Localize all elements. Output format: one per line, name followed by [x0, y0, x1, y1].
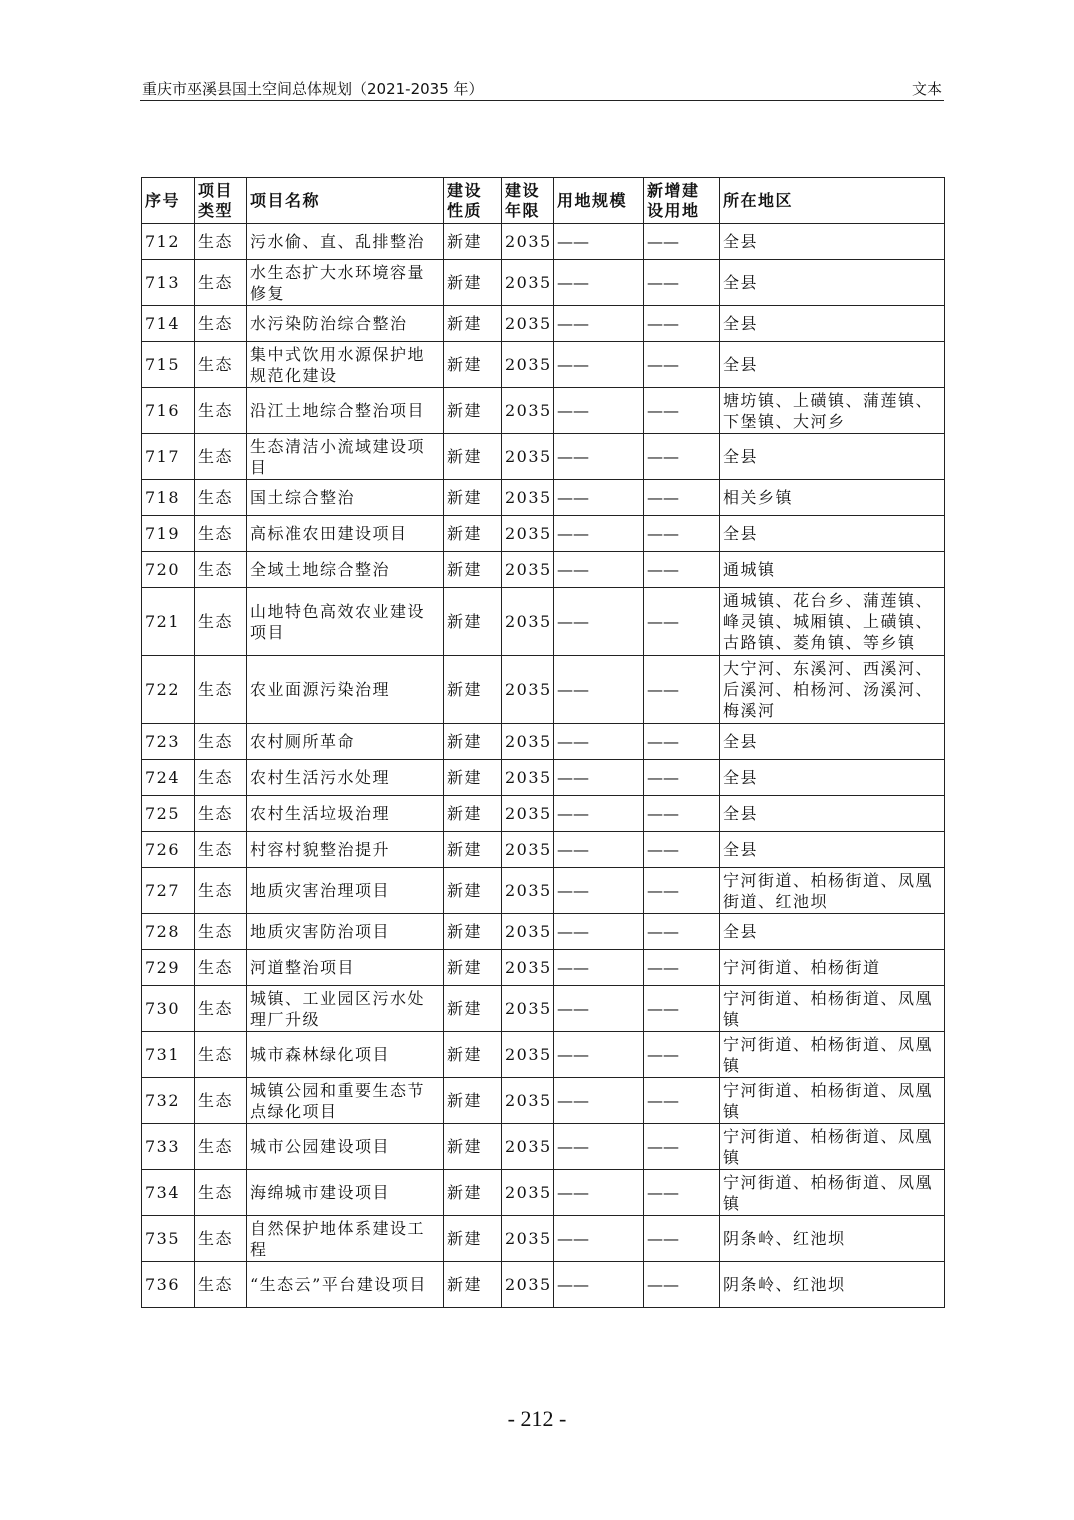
construction-nature-cell: 新建	[444, 760, 502, 796]
project-name-cell: 全域土地综合整治	[247, 552, 444, 588]
construction-nature-cell: 新建	[444, 914, 502, 950]
table-row	[142, 306, 945, 342]
project-name-cell: 农村生活污水处理	[247, 760, 444, 796]
new-construction-land-cell: ——	[644, 656, 720, 724]
table-row	[142, 552, 945, 588]
row-number-cell: 715	[142, 342, 195, 388]
new-construction-land-cell: ——	[644, 260, 720, 306]
new-construction-land-cell: ——	[644, 480, 720, 516]
construction-year-cell: 2035	[502, 914, 554, 950]
project-type-cell: 生态	[195, 950, 247, 986]
construction-year-cell: 2035	[502, 342, 554, 388]
construction-nature-cell: 新建	[444, 388, 502, 434]
construction-year-cell: 2035	[502, 1124, 554, 1170]
construction-nature-cell: 新建	[444, 1032, 502, 1078]
new-construction-land-cell: ——	[644, 1032, 720, 1078]
row-number-cell: 730	[142, 986, 195, 1032]
land-scale-cell: ——	[554, 588, 644, 656]
land-scale-cell: ——	[554, 224, 644, 260]
region-cell: 全县	[720, 914, 945, 950]
construction-year-cell: 2035	[502, 868, 554, 914]
project-name-cell: “生态云”平台建设项目	[247, 1262, 444, 1308]
row-number-cell: 721	[142, 588, 195, 656]
construction-year-cell: 2035	[502, 480, 554, 516]
project-type-cell: 生态	[195, 1216, 247, 1262]
table-row	[142, 1216, 945, 1262]
construction-nature-cell: 新建	[444, 434, 502, 480]
project-type-cell: 生态	[195, 868, 247, 914]
project-name-cell: 城市公园建设项目	[247, 1124, 444, 1170]
project-type-cell: 生态	[195, 760, 247, 796]
construction-year-cell: 2035	[502, 552, 554, 588]
region-cell: 相关乡镇	[720, 480, 945, 516]
region-cell: 全县	[720, 760, 945, 796]
land-scale-cell: ——	[554, 914, 644, 950]
construction-nature-cell: 新建	[444, 306, 502, 342]
region-cell: 全县	[720, 832, 945, 868]
column-header-year: 建设 年限	[502, 178, 554, 224]
new-construction-land-cell: ——	[644, 760, 720, 796]
project-type-cell: 生态	[195, 434, 247, 480]
construction-year-cell: 2035	[502, 1262, 554, 1308]
table-row	[142, 1078, 945, 1124]
table-header-row	[142, 178, 945, 224]
region-cell: 阴条岭、红池坝	[720, 1216, 945, 1262]
project-name-cell: 城镇公园和重要生态节点绿化项目	[247, 1078, 444, 1124]
new-construction-land-cell: ——	[644, 1170, 720, 1216]
project-type-cell: 生态	[195, 1262, 247, 1308]
project-name-cell: 集中式饮用水源保护地规范化建设	[247, 342, 444, 388]
project-type-cell: 生态	[195, 480, 247, 516]
region-cell: 全县	[720, 796, 945, 832]
row-number-cell: 725	[142, 796, 195, 832]
region-cell: 宁河街道、柏杨街道、凤凰镇	[720, 1170, 945, 1216]
table-row	[142, 342, 945, 388]
region-cell: 宁河街道、柏杨街道、凤凰街道、红池坝	[720, 868, 945, 914]
new-construction-land-cell: ——	[644, 434, 720, 480]
new-construction-land-cell: ——	[644, 950, 720, 986]
construction-year-cell: 2035	[502, 434, 554, 480]
column-header-name: 项目名称	[247, 178, 444, 224]
construction-nature-cell: 新建	[444, 986, 502, 1032]
land-scale-cell: ——	[554, 760, 644, 796]
region-cell: 大宁河、东溪河、西溪河、后溪河、柏杨河、汤溪河、梅溪河	[720, 656, 945, 724]
project-name-cell: 高标准农田建设项目	[247, 516, 444, 552]
region-cell: 全县	[720, 434, 945, 480]
land-scale-cell: ——	[554, 480, 644, 516]
region-cell: 全县	[720, 342, 945, 388]
project-name-cell: 地质灾害防治项目	[247, 914, 444, 950]
row-number-cell: 712	[142, 224, 195, 260]
new-construction-land-cell: ——	[644, 306, 720, 342]
construction-nature-cell: 新建	[444, 1078, 502, 1124]
project-type-cell: 生态	[195, 796, 247, 832]
land-scale-cell: ——	[554, 832, 644, 868]
project-type-cell: 生态	[195, 552, 247, 588]
project-type-cell: 生态	[195, 832, 247, 868]
region-cell: 通城镇、花台乡、蒲莲镇、峰灵镇、城厢镇、上磺镇、古路镇、菱角镇、等乡镇	[720, 588, 945, 656]
construction-year-cell: 2035	[502, 986, 554, 1032]
land-scale-cell: ——	[554, 260, 644, 306]
project-table	[141, 177, 945, 1308]
region-cell: 通城镇	[720, 552, 945, 588]
land-scale-cell: ——	[554, 796, 644, 832]
construction-nature-cell: 新建	[444, 656, 502, 724]
project-name-cell: 山地特色高效农业建设项目	[247, 588, 444, 656]
document-type: 文本	[911, 80, 942, 98]
region-cell: 宁河街道、柏杨街道、凤凰镇	[720, 1124, 945, 1170]
project-type-cell: 生态	[195, 1124, 247, 1170]
project-name-cell: 村容村貌整治提升	[247, 832, 444, 868]
row-number-cell: 720	[142, 552, 195, 588]
construction-year-cell: 2035	[502, 224, 554, 260]
project-type-cell: 生态	[195, 588, 247, 656]
project-name-cell: 生态清洁小流域建设项目	[247, 434, 444, 480]
new-construction-land-cell: ——	[644, 832, 720, 868]
table-row	[142, 1262, 945, 1308]
construction-year-cell: 2035	[502, 832, 554, 868]
project-name-cell: 地质灾害治理项目	[247, 868, 444, 914]
construction-year-cell: 2035	[502, 950, 554, 986]
table-row	[142, 950, 945, 986]
new-construction-land-cell: ——	[644, 1124, 720, 1170]
land-scale-cell: ——	[554, 950, 644, 986]
land-scale-cell: ——	[554, 1170, 644, 1216]
construction-nature-cell: 新建	[444, 796, 502, 832]
row-number-cell: 716	[142, 388, 195, 434]
construction-nature-cell: 新建	[444, 1262, 502, 1308]
row-number-cell: 728	[142, 914, 195, 950]
new-construction-land-cell: ——	[644, 914, 720, 950]
land-scale-cell: ——	[554, 388, 644, 434]
column-header-no: 序号	[142, 178, 195, 224]
row-number-cell: 729	[142, 950, 195, 986]
land-scale-cell: ——	[554, 1124, 644, 1170]
row-number-cell: 732	[142, 1078, 195, 1124]
land-scale-cell: ——	[554, 306, 644, 342]
land-scale-cell: ——	[554, 1078, 644, 1124]
construction-nature-cell: 新建	[444, 1216, 502, 1262]
project-name-cell: 城镇、工业园区污水处理厂升级	[247, 986, 444, 1032]
project-name-cell: 污水偷、直、乱排整治	[247, 224, 444, 260]
project-type-cell: 生态	[195, 914, 247, 950]
new-construction-land-cell: ——	[644, 1262, 720, 1308]
table-row	[142, 914, 945, 950]
new-construction-land-cell: ——	[644, 1216, 720, 1262]
project-name-cell: 农村厕所革命	[247, 724, 444, 760]
new-construction-land-cell: ——	[644, 224, 720, 260]
construction-nature-cell: 新建	[444, 724, 502, 760]
project-type-cell: 生态	[195, 1078, 247, 1124]
land-scale-cell: ——	[554, 552, 644, 588]
document-title: 重庆市巫溪县国土空间总体规划（2021-2035 年）	[142, 80, 484, 98]
project-name-cell: 国土综合整治	[247, 480, 444, 516]
project-type-cell: 生态	[195, 1170, 247, 1216]
project-type-cell: 生态	[195, 1032, 247, 1078]
table-row	[142, 868, 945, 914]
table-row	[142, 986, 945, 1032]
table-row	[142, 1170, 945, 1216]
construction-nature-cell: 新建	[444, 1170, 502, 1216]
row-number-cell: 719	[142, 516, 195, 552]
table-row	[142, 388, 945, 434]
construction-nature-cell: 新建	[444, 342, 502, 388]
construction-year-cell: 2035	[502, 516, 554, 552]
new-construction-land-cell: ——	[644, 796, 720, 832]
table-row	[142, 724, 945, 760]
row-number-cell: 731	[142, 1032, 195, 1078]
land-scale-cell: ——	[554, 656, 644, 724]
row-number-cell: 727	[142, 868, 195, 914]
row-number-cell: 718	[142, 480, 195, 516]
page-header	[140, 74, 944, 101]
row-number-cell: 713	[142, 260, 195, 306]
region-cell: 塘坊镇、上磺镇、蒲莲镇、下堡镇、大河乡	[720, 388, 945, 434]
column-header-nature: 建设 性质	[444, 178, 502, 224]
table-body	[142, 224, 945, 1308]
construction-year-cell: 2035	[502, 1216, 554, 1262]
new-construction-land-cell: ——	[644, 868, 720, 914]
project-name-cell: 水生态扩大水环境容量修复	[247, 260, 444, 306]
project-type-cell: 生态	[195, 656, 247, 724]
region-cell: 宁河街道、柏杨街道、凤凰镇	[720, 1078, 945, 1124]
land-scale-cell: ——	[554, 986, 644, 1032]
construction-nature-cell: 新建	[444, 516, 502, 552]
land-scale-cell: ——	[554, 724, 644, 760]
project-name-cell: 水污染防治综合整治	[247, 306, 444, 342]
project-name-cell: 沿江土地综合整治项目	[247, 388, 444, 434]
construction-nature-cell: 新建	[444, 552, 502, 588]
land-scale-cell: ——	[554, 342, 644, 388]
row-number-cell: 736	[142, 1262, 195, 1308]
new-construction-land-cell: ——	[644, 588, 720, 656]
project-name-cell: 河道整治项目	[247, 950, 444, 986]
construction-year-cell: 2035	[502, 760, 554, 796]
region-cell: 全县	[720, 224, 945, 260]
table-row	[142, 1124, 945, 1170]
land-scale-cell: ——	[554, 434, 644, 480]
row-number-cell: 717	[142, 434, 195, 480]
region-cell: 全县	[720, 306, 945, 342]
construction-year-cell: 2035	[502, 1170, 554, 1216]
project-type-cell: 生态	[195, 342, 247, 388]
land-scale-cell: ——	[554, 1216, 644, 1262]
project-name-cell: 农村生活垃圾治理	[247, 796, 444, 832]
row-number-cell: 724	[142, 760, 195, 796]
project-type-cell: 生态	[195, 516, 247, 552]
new-construction-land-cell: ——	[644, 986, 720, 1032]
land-scale-cell: ——	[554, 516, 644, 552]
page-number: - 212 -	[507, 1406, 567, 1431]
project-type-cell: 生态	[195, 986, 247, 1032]
table-row	[142, 656, 945, 724]
table-row	[142, 434, 945, 480]
region-cell: 阴条岭、红池坝	[720, 1262, 945, 1308]
row-number-cell: 726	[142, 832, 195, 868]
project-name-cell: 城市森林绿化项目	[247, 1032, 444, 1078]
construction-year-cell: 2035	[502, 796, 554, 832]
table-row	[142, 1032, 945, 1078]
table-row	[142, 588, 945, 656]
column-header-new-land: 新增建 设用地	[644, 178, 720, 224]
project-name-cell: 自然保护地体系建设工程	[247, 1216, 444, 1262]
table-row	[142, 224, 945, 260]
construction-year-cell: 2035	[502, 260, 554, 306]
region-cell: 全县	[720, 516, 945, 552]
column-header-region: 所在地区	[720, 178, 945, 224]
row-number-cell: 722	[142, 656, 195, 724]
table-row	[142, 516, 945, 552]
table-row	[142, 480, 945, 516]
construction-nature-cell: 新建	[444, 588, 502, 656]
region-cell: 全县	[720, 260, 945, 306]
construction-year-cell: 2035	[502, 1032, 554, 1078]
construction-nature-cell: 新建	[444, 950, 502, 986]
new-construction-land-cell: ——	[644, 724, 720, 760]
construction-year-cell: 2035	[502, 656, 554, 724]
project-type-cell: 生态	[195, 260, 247, 306]
region-cell: 宁河街道、柏杨街道	[720, 950, 945, 986]
construction-year-cell: 2035	[502, 1078, 554, 1124]
row-number-cell: 723	[142, 724, 195, 760]
region-cell: 宁河街道、柏杨街道、凤凰镇	[720, 986, 945, 1032]
construction-year-cell: 2035	[502, 388, 554, 434]
project-type-cell: 生态	[195, 388, 247, 434]
new-construction-land-cell: ——	[644, 552, 720, 588]
construction-year-cell: 2035	[502, 588, 554, 656]
table-row	[142, 796, 945, 832]
region-cell: 宁河街道、柏杨街道、凤凰镇	[720, 1032, 945, 1078]
row-number-cell: 735	[142, 1216, 195, 1262]
table-row	[142, 832, 945, 868]
new-construction-land-cell: ——	[644, 388, 720, 434]
new-construction-land-cell: ——	[644, 516, 720, 552]
construction-year-cell: 2035	[502, 306, 554, 342]
column-header-scale: 用地规模	[554, 178, 644, 224]
construction-nature-cell: 新建	[444, 868, 502, 914]
construction-nature-cell: 新建	[444, 832, 502, 868]
new-construction-land-cell: ——	[644, 342, 720, 388]
column-header-type: 项目 类型	[195, 178, 247, 224]
land-scale-cell: ——	[554, 1032, 644, 1078]
table-row	[142, 760, 945, 796]
row-number-cell: 714	[142, 306, 195, 342]
table-row	[142, 260, 945, 306]
project-name-cell: 农业面源污染治理	[247, 656, 444, 724]
region-cell: 全县	[720, 724, 945, 760]
project-type-cell: 生态	[195, 306, 247, 342]
construction-nature-cell: 新建	[444, 1124, 502, 1170]
land-scale-cell: ——	[554, 868, 644, 914]
land-scale-cell: ——	[554, 1262, 644, 1308]
construction-nature-cell: 新建	[444, 480, 502, 516]
construction-nature-cell: 新建	[444, 260, 502, 306]
row-number-cell: 733	[142, 1124, 195, 1170]
project-type-cell: 生态	[195, 724, 247, 760]
project-name-cell: 海绵城市建设项目	[247, 1170, 444, 1216]
row-number-cell: 734	[142, 1170, 195, 1216]
new-construction-land-cell: ——	[644, 1078, 720, 1124]
construction-nature-cell: 新建	[444, 224, 502, 260]
project-type-cell: 生态	[195, 224, 247, 260]
construction-year-cell: 2035	[502, 724, 554, 760]
